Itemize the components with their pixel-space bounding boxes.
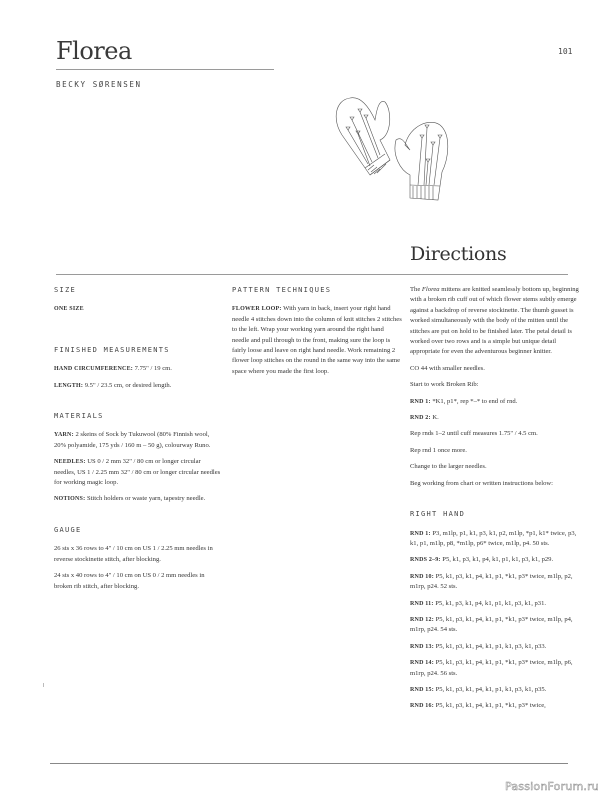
- title-divider: [56, 69, 274, 70]
- techniques-heading: PATTERN TECHNIQUES: [232, 286, 332, 294]
- watermark: PassionForum.ru: [505, 780, 599, 793]
- size-heading: SIZE: [54, 286, 77, 294]
- step-item: Rep rnds 1–2 until cuff measures 1.75" / 4.5 cm.: [410, 430, 538, 438]
- author-name: BECKY SØRENSEN: [56, 80, 142, 89]
- measurement-item: LENGTH: 9.5" / 23.5 cm, or desired length.: [54, 381, 172, 389]
- material-item: NOTIONS: Stitch holders or waste yarn, tapestry needle.: [54, 495, 206, 503]
- margin-mark: [43, 683, 44, 687]
- round-item: RND 15: P5, k1, p3, k1, p4, k1, p1, k1, p3, k1, p35.: [410, 685, 547, 693]
- right-column: [410, 285, 580, 718]
- step-item: Change to the larger needles.: [410, 463, 487, 471]
- round-item: RND 13: P5, k1, p3, k1, p4, k1, p1, k1, p3, k1, p33.: [410, 642, 547, 650]
- round-item: RND 12: P5, k1, p3, k1, p4, k1, p1, *k1, p3* twice, m1lp, p4, m1rp, p24. 54 sts.: [410, 615, 573, 634]
- material-item: NEEDLES: US 0 / 2 mm 32" / 80 cm or longer circular needles, US 1 / 2.25 mm 32" / 80 cm or longer circular needles for working magic loop.: [54, 458, 221, 487]
- step-item: RND 1: *K1, p1*, rep *–* to end of rnd.: [410, 397, 518, 405]
- size-value: ONE SIZE: [54, 306, 84, 313]
- round-item: RND 11: P5, k1, p3, k1, p4, k1, p1, k1, p3, k1, p31.: [410, 599, 547, 607]
- step-item: RND 2: K.: [410, 414, 439, 422]
- round-item: RND 1: P3, m1lp, p1, k1, p3, k1, p2, m1lp, *p1, k1* twice, p3, k1, p1, m1lp, p8, *m1lp, p6* twice, m1lp, p4. 50 sts.: [410, 529, 577, 547]
- step-item: CO 44 with smaller needles.: [410, 364, 485, 372]
- measurement-item: HAND CIRCUMFERENCE: 7.75" / 19 cm.: [54, 365, 172, 373]
- page-number: 101: [558, 47, 573, 56]
- step-item: Rep rnd 1 once more.: [410, 446, 467, 454]
- step-item: Start to work Broken Rib:: [410, 381, 479, 389]
- left-column: [54, 285, 222, 598]
- gauge-heading: GAUGE: [54, 525, 82, 534]
- gauge-item: 26 sts x 36 rows to 4" / 10 cm on US 1 / 2.25 mm needles in reverse stockinette stitch, after blocking.: [54, 545, 213, 563]
- materials-heading: MATERIALS: [54, 412, 104, 421]
- footer-divider: [50, 763, 568, 764]
- left-mitten-icon: [336, 98, 390, 175]
- material-item: YARN: 2 skeins of Sock by Tukuwool (80% Finnish wool, 20% polyamide, 175 yds / 160 m – 50 g), colourway Runo.: [54, 431, 211, 449]
- round-item: RND 16: P5, k1, p3, k1, p4, k1, p1, *k1, p3* twice,: [410, 702, 546, 710]
- round-item: RND 10: P5, k1, p3, k1, p4, k1, p1, *k1, p3* twice, m1lp, p2, m1rp, p24. 52 sts.: [410, 572, 573, 591]
- step-item: Beg working from chart or written instructions below:: [410, 479, 554, 487]
- middle-column: [232, 285, 402, 383]
- round-item: RND 14: P5, k1, p3, k1, p4, k1, p1, *k1, p3* twice, m1lp, p6, m1rp, p24. 56 sts.: [410, 659, 573, 677]
- intro-paragraph: The Florea mittens are knitted seamlessly bottom up, beginning with a broken rib cuff out of which flower stems subtly emerge against a backdrop of reverse stockinette. The thumb gusset is worked simultaneously with the body of the mitten until the stitches are put on hold to be finished later. The petal detail is worked over two rows and is a simple but unique detail appropriate for even the adventurous beginner knitter.: [410, 286, 579, 356]
- right-mitten-icon: [395, 122, 448, 200]
- pattern-title: Florea: [56, 37, 132, 65]
- section-divider: [56, 274, 568, 275]
- right-hand-heading: RIGHT HAND: [410, 510, 466, 519]
- section-title: Directions: [410, 243, 507, 265]
- round-item: RNDS 2–9: P5, k1, p3, k1, p4, k1, p1, k1, p3, k1, p29.: [410, 556, 554, 564]
- gauge-item: 24 sts x 40 rows to 4" / 10 cm on US 0 / 2 mm needles in broken rib stitch, after blocking.: [54, 572, 205, 590]
- technique-item: FLOWER LOOP: With yarn in back, insert your right hand needle 4 stitches down into the column of knit stitches 2 stitches to the left. Wrap your working yarn around the right hand needle and pull through to the front, making sure the loop is fairly loose and leave on right hand needle. Work remaining 2 flower loop stitches on the round in the same way into the same space where you made the first loop.: [232, 305, 402, 375]
- measurements-heading: FINISHED MEASUREMENTS: [54, 345, 170, 354]
- mittens-illustration: [330, 90, 465, 210]
